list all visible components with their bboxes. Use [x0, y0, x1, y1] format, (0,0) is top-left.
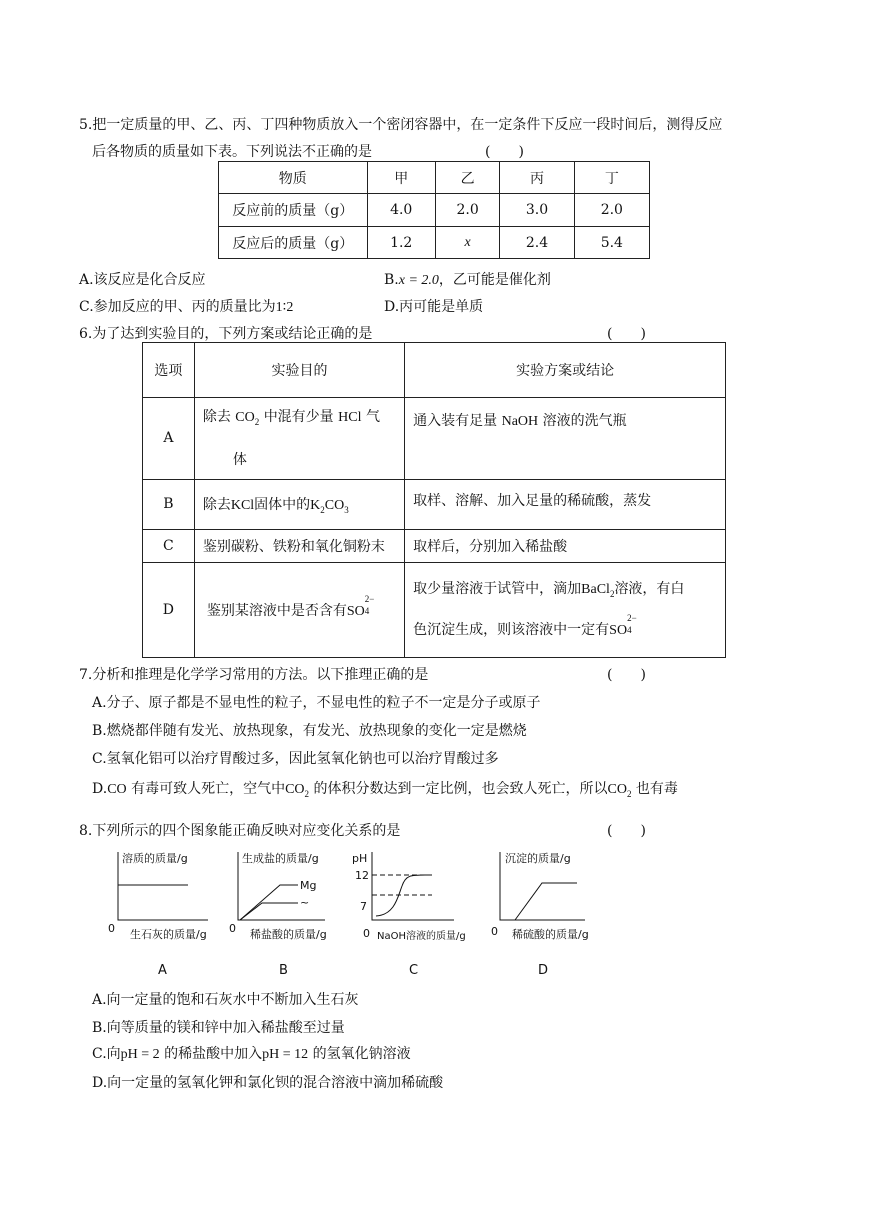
q8-answer-paren: ( ): [607, 823, 646, 839]
graph-c: [372, 852, 454, 920]
q7-answer-paren: ( ): [607, 667, 646, 683]
q5-cell: 5.4: [574, 227, 649, 259]
q6-goal-c: 鉴别碳粉、铁粉和氧化铜粉末: [194, 529, 404, 562]
q5-table: [218, 161, 650, 259]
q5-cell: 2.0: [574, 194, 649, 227]
q6-plan-d: 取少量溶液于试管中，滴加BaCl$_2$溶液，有白 色沉淀生成，则该溶液中一定有SO 2− 4: [405, 562, 726, 657]
graph-c-origin: 0: [363, 927, 370, 940]
graph-a-xlabel: 生石灰的质量/g: [130, 928, 207, 941]
graph-d-ylabel: 沉淀的质量/g: [505, 852, 571, 865]
q5-header-cell: 物质: [219, 162, 368, 194]
graph-c-xlabel: NaOH溶液的质量/g: [377, 931, 466, 942]
q8-option-a: A.向一定量的饱和石灰水中不断加入生石灰: [92, 992, 359, 1008]
q5-row-label: 反应前的质量（g）: [219, 194, 368, 227]
q7-stem: 7.分析和推理是化学学习常用的方法。以下推理正确的是: [79, 667, 429, 683]
graph-a-letter: A: [158, 963, 167, 978]
q8-stem: 8.下列所示的四个图象能正确反映对应变化关系的是: [79, 823, 401, 839]
q5-option-d: D.丙可能是单质: [384, 299, 484, 315]
q5-header-cell: 丙: [500, 162, 574, 194]
q7-option-d: D.CO 有毒可致人死亡，空气中$CO_2$ 的体积分数达到一定比例，也会致人死亡，所以$CO_2$ 也有毒: [92, 781, 678, 799]
graph-d-origin: 0: [491, 925, 498, 938]
q6-plan-a: 通入装有足量 NaOH 溶液的洗气瓶: [405, 398, 726, 480]
q7-option-a: A.分子、原子都是不显电性的粒子，不显电性的粒子不一定是分子或原子: [92, 695, 541, 711]
graph-b-mg-label: Mg: [300, 879, 317, 892]
graph-d-curve: [515, 883, 577, 920]
q6-plan-c: 取样后，分别加入稀盐酸: [405, 529, 726, 562]
q5-option-a: A.该反应是化合反应: [79, 272, 206, 288]
q6-table: [142, 342, 726, 658]
q5-cell: 4.0: [367, 194, 435, 227]
graph-b-ylabel: 生成盐的质量/g: [242, 852, 319, 865]
q5-cell: 2.0: [435, 194, 499, 227]
q5-header-cell: 丁: [574, 162, 649, 194]
graph-b-xlabel: 稀盐酸的质量/g: [250, 928, 327, 941]
q6-answer-paren: ( ): [607, 326, 646, 342]
q5-stem-line2: 后各物质的质量如下表。下列说法不正确的是: [92, 144, 372, 160]
q5-stem-line1: 5.把一定质量的甲、乙、丙、丁四种物质放入一个密闭容器中，在一定条件下反应一段时间后，测得反应: [79, 117, 723, 133]
q5-header-cell: 甲: [367, 162, 435, 194]
q5-header-cell: 乙: [435, 162, 499, 194]
q6-option-label: A: [143, 398, 195, 480]
graph-c-ylabel: pH: [352, 852, 368, 865]
q6-plan-b: 取样、溶解、加入足量的稀硫酸，蒸发: [405, 479, 726, 529]
q6-option-label: C: [143, 529, 195, 562]
graph-d-xlabel: 稀硫酸的质量/g: [512, 928, 589, 941]
q8-option-c: C.向pH = 2 的稀盐酸中加入pH = 12 的氢氧化钠溶液: [92, 1046, 411, 1062]
q8-graphs: [0, 840, 869, 980]
q6-header-cell: 实验方案或结论: [405, 343, 726, 398]
q6-header-cell: 实验目的: [194, 343, 404, 398]
graph-b-curve-zn: [240, 903, 298, 920]
q7-option-b: B.燃烧都伴随有发光、放热现象，有发光、放热现象的变化一定是燃烧: [92, 723, 527, 739]
graph-c-tick-12: 12: [355, 869, 369, 882]
q6-stem: 6.为了达到实验目的，下列方案或结论正确的是: [79, 326, 373, 342]
q6-option-label: B: [143, 479, 195, 529]
q5-cell: x: [435, 227, 499, 259]
q6-goal-b: 除去KCl固体中的$K_2CO_3$: [194, 479, 404, 529]
q5-cell: 3.0: [500, 194, 574, 227]
graph-d-letter: D: [538, 963, 549, 978]
q6-goal-d: 鉴别某溶液中是否含有SO 2− 4: [194, 562, 404, 657]
graph-b-letter: B: [279, 963, 288, 978]
graph-a-ylabel: 溶质的质量/g: [122, 852, 188, 865]
graph-b-zn-label: ~: [300, 896, 310, 909]
q8-option-d: D.向一定量的氢氧化钾和氯化钡的混合溶液中滴加稀硫酸: [92, 1075, 444, 1091]
graph-b-origin: 0: [229, 922, 236, 935]
q6-header-cell: 选项: [143, 343, 195, 398]
q7-option-c: C.氢氧化铝可以治疗胃酸过多，因此氢氧化钠也可以治疗胃酸过多: [92, 751, 499, 767]
q5-cell: 1.2: [367, 227, 435, 259]
q5-cell: 2.4: [500, 227, 574, 259]
q5-option-c: C.参加反应的甲、丙的质量比为1∶2: [79, 299, 294, 315]
graph-a-origin: 0: [108, 922, 115, 935]
q5-option-b: B.x = 2.0，乙可能是催化剂: [384, 272, 551, 288]
q6-goal-a: 除去 $CO_2$ 中混有少量 HCl 气 体: [194, 398, 404, 480]
q5-answer-paren: ( ): [485, 144, 524, 160]
graph-c-tick-7: 7: [360, 900, 367, 913]
graph-c-letter: C: [409, 963, 419, 978]
q5-row-label: 反应后的质量（g）: [219, 227, 368, 259]
q6-option-label: D: [143, 562, 195, 657]
q8-option-b: B.向等质量的镁和锌中加入稀盐酸至过量: [92, 1020, 345, 1036]
